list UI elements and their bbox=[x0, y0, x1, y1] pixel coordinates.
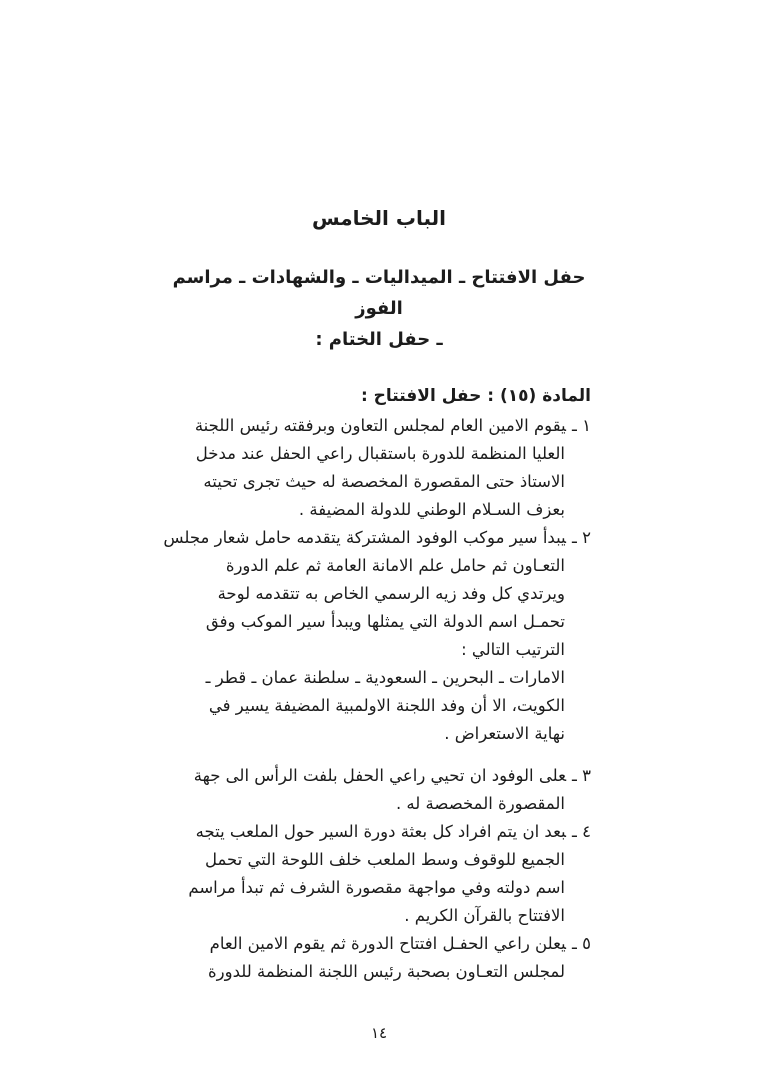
country-order-line: نهاية الاستعراض . bbox=[444, 724, 565, 743]
clause-line: الجميع للوقوف وسط الملعب خلف اللوحة التي تحمل bbox=[204, 850, 565, 869]
clause-line: الافتتاح بالقرآن الكريم . bbox=[404, 906, 565, 925]
clause-line: الترتيب التالي : bbox=[461, 640, 565, 659]
clause-number: ٤ ـ bbox=[572, 822, 591, 841]
clause-line: التعـاون ثم حامل علم الامانة العامة ثم علم الدورة bbox=[225, 556, 565, 575]
clause-text: يعلن راعي الحفـل افتتاح الدورة ثم يقوم الامين العام bbox=[209, 934, 567, 953]
clause-line: تحمـل اسم الدولة التي يمثلها ويبدأ سير الموكب وفق bbox=[205, 612, 565, 631]
clause-text: يقوم الامين العام لمجلس التعاون وبرفقته رئيس اللجنة bbox=[194, 416, 567, 435]
clause-line: لمجلس التعـاون بصحبة رئيس اللجنة المنظمة للدورة bbox=[208, 962, 565, 981]
clause-text: يبدأ سير موكب الوفود المشتركة يتقدمه حامل شعار مجلس bbox=[163, 528, 567, 547]
country-order-line: الكويت، الا أن وفد اللجنة الاولمبية المضيفة يسير في bbox=[208, 696, 565, 715]
clause-number: ٢ ـ bbox=[572, 528, 591, 547]
country-order-line: الامارات ـ البحرين ـ السعودية ـ سلطنة عمان ـ قطر ـ bbox=[205, 668, 565, 687]
clause-3 bbox=[167, 762, 591, 818]
subtitle-line-2: ـ حفل الختام : bbox=[315, 329, 443, 350]
page-number: ١٤ bbox=[370, 1024, 388, 1042]
article-heading: المادة (١٥) : حفل الافتتاح : bbox=[360, 386, 591, 406]
clause-4 bbox=[167, 818, 591, 930]
clause-line bbox=[167, 762, 591, 790]
clause-line bbox=[167, 818, 591, 846]
clause-line bbox=[167, 930, 591, 958]
clause-5 bbox=[167, 930, 591, 986]
clause-line: المقصورة المخصصة له . bbox=[395, 794, 565, 813]
clause-number: ١ ـ bbox=[572, 416, 591, 435]
clause-line: اسم دولته وفي مواجهة مقصورة الشرف ثم تبدأ مراسم bbox=[188, 878, 565, 897]
clause-1 bbox=[167, 412, 591, 524]
subtitle-line-1: حفل الافتتاح ـ الميداليات ـ والشهادات ـ مراسم الفوز bbox=[172, 267, 586, 319]
clause-line: ويرتدي كل وفد زيه الرسمي الخاص به تتقدمه لوحة bbox=[217, 584, 565, 603]
clause-line bbox=[163, 524, 591, 552]
clause-text: بعد ان يتم افراد كل بعثة دورة السير حول الملعب يتجه bbox=[195, 822, 567, 841]
clause-line: بعزف السـلام الوطني للدولة المضيفة . bbox=[298, 500, 565, 519]
chapter-subtitle bbox=[167, 262, 591, 355]
clause-line: الاستاذ حتى المقصورة المخصصة له حيث تجرى تحيته bbox=[203, 472, 565, 491]
clause-line bbox=[167, 412, 591, 440]
clause-number: ٣ ـ bbox=[572, 766, 591, 785]
chapter-title: الباب الخامس bbox=[311, 206, 447, 230]
clause-text: على الوفود ان تحيي راعي الحفل بلفت الرأس الى جهة bbox=[193, 766, 567, 785]
clause-line: العليا المنظمة للدورة باستقبال راعي الحفل عند مدخل bbox=[195, 444, 565, 463]
clause-number: ٥ ـ bbox=[572, 934, 591, 953]
clause-2 bbox=[163, 524, 591, 748]
text-column bbox=[163, 0, 591, 986]
